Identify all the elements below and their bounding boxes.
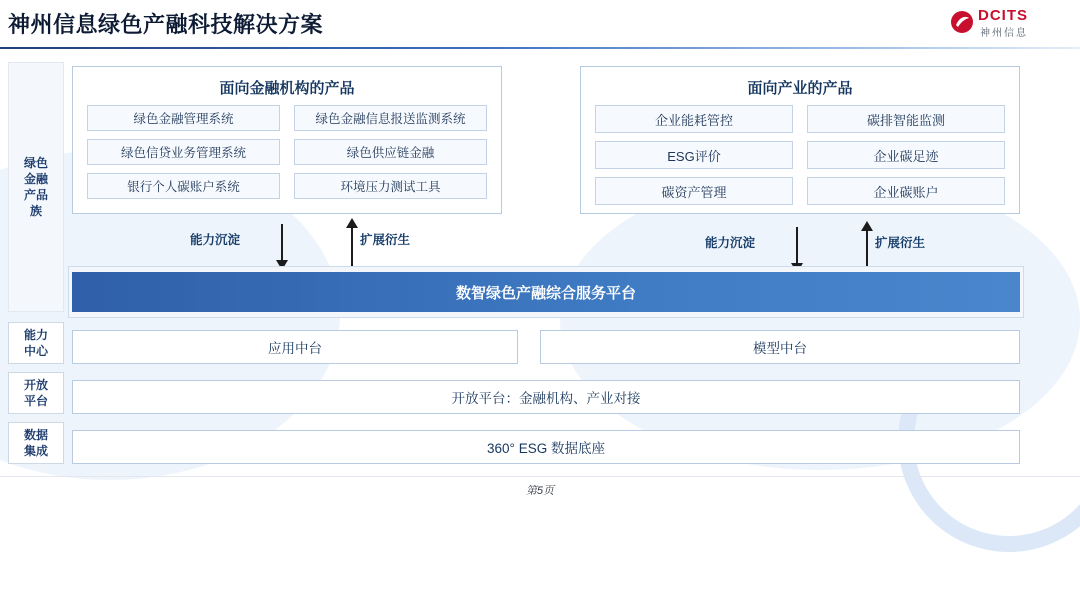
panel-industry-products	[580, 66, 1020, 214]
flow-label-extension-derivation-left: 扩展衍生	[360, 233, 411, 247]
rail-label-product-family	[8, 62, 64, 312]
layer-box-application-middle-platform[interactable]: 应用中台	[72, 330, 518, 364]
page-header	[0, 0, 1080, 48]
rail-label-ability-center	[8, 322, 64, 364]
product-chip[interactable]: 碳资产管理	[595, 177, 793, 205]
logo-wordmark: DCITS	[978, 7, 1028, 24]
product-chip[interactable]: 环境压力测试工具	[294, 173, 487, 199]
rail-label-ability-center-text: 能力 中心	[23, 327, 48, 358]
flow-label-capability-precipitation-left: 能力沉淀	[190, 233, 241, 247]
product-chip[interactable]: 企业碳足迹	[807, 141, 1005, 169]
product-chip[interactable]: 碳排智能监测	[807, 105, 1005, 133]
product-chip[interactable]: 企业能耗管控	[595, 105, 793, 133]
rail-label-open-platform-text: 开放 平台	[23, 377, 48, 408]
product-chip[interactable]: 银行个人碳账户系统	[87, 173, 280, 199]
layer-box-data-foundation[interactable]: 360° ESG 数据底座	[72, 430, 1020, 464]
rail-label-open-platform	[8, 372, 64, 414]
brand-logo	[950, 6, 1070, 40]
rail-label-product-family-text: 绿色 金融 产品 族	[23, 155, 48, 219]
panel-title: 面向金融机构的产品	[219, 80, 355, 97]
footer-divider	[0, 476, 1080, 477]
flow-arrow-down-left	[275, 224, 289, 272]
product-chip-grid	[595, 105, 1005, 205]
platform-bar[interactable]: 数智绿色产融综合服务平台	[72, 272, 1020, 312]
flow-label-extension-derivation-right: 扩展衍生	[875, 236, 926, 250]
product-chip[interactable]: 企业碳账户	[807, 177, 1005, 205]
layer-box-model-middle-platform[interactable]: 模型中台	[540, 330, 1020, 364]
product-chip[interactable]: 绿色金融信息报送监测系统	[294, 105, 487, 131]
product-chip[interactable]: 绿色供应链金融	[294, 139, 487, 165]
panel-financial-institution-products	[72, 66, 502, 214]
product-chip[interactable]: ESG评价	[595, 141, 793, 169]
product-chip[interactable]: 绿色信贷业务管理系统	[87, 139, 280, 165]
dcits-logo-icon	[950, 10, 974, 34]
product-chip-grid	[87, 105, 487, 199]
panel-title: 面向产业的产品	[747, 80, 853, 97]
logo-subtext: 神州信息	[980, 28, 1028, 39]
page-footer: 第5页	[525, 485, 555, 497]
product-chip[interactable]: 绿色金融管理系统	[87, 105, 280, 131]
page-title: 神州信息绿色产融科技解决方案	[8, 12, 324, 37]
header-divider	[0, 47, 1080, 49]
flow-label-capability-precipitation-right: 能力沉淀	[705, 236, 756, 250]
layer-box-open-platform[interactable]: 开放平台：金融机构、产业对接	[72, 380, 1020, 414]
rail-label-data-integration	[8, 422, 64, 464]
rail-label-data-integration-text: 数据 集成	[23, 427, 48, 458]
